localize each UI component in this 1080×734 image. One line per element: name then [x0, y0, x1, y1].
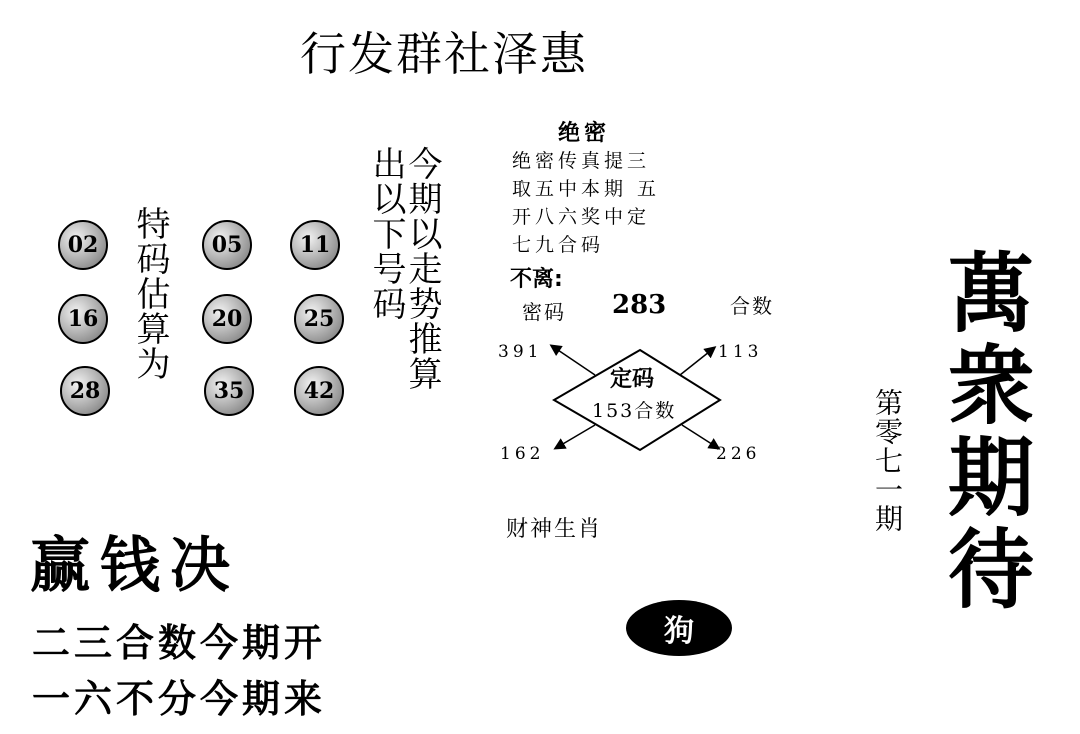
- special-number-grid: [58, 220, 358, 410]
- num-bottom-right: 226: [716, 444, 761, 464]
- num-top-right: 113: [718, 342, 763, 362]
- code-label: 密码: [522, 300, 566, 324]
- arrow-bottom-right: [682, 425, 718, 448]
- secret-heading: 绝密: [558, 121, 611, 146]
- number-ball: 28: [60, 366, 110, 416]
- number-ball: 35: [204, 366, 254, 416]
- number-ball: 20: [202, 294, 252, 344]
- issue-number: 第零七一期: [871, 388, 904, 533]
- sum-label: 合数: [730, 294, 774, 318]
- diamond-value: 153合数: [592, 400, 677, 422]
- arrow-bottom-left: [556, 425, 595, 448]
- number-ball: 11: [290, 220, 340, 270]
- arrow-top-left: [552, 346, 595, 375]
- wealth-zodiac-label: 财神生肖: [506, 517, 603, 542]
- trend-column-2: 出以下号码: [366, 146, 406, 321]
- num-bottom-left: 162: [500, 444, 545, 464]
- special-label: 特码估算为: [130, 206, 170, 381]
- number-ball: 05: [202, 220, 252, 270]
- zodiac-badge: 狗: [626, 600, 732, 656]
- secret-line: 开八六奖中定: [512, 206, 651, 228]
- trend-column-1: 今期以走势推算: [402, 146, 442, 391]
- number-ball: 16: [58, 294, 108, 344]
- number-ball: 02: [58, 220, 108, 270]
- code-value: 283: [612, 290, 667, 320]
- win-title: 赢钱决: [30, 531, 240, 601]
- banner-big-text: 萬衆期待: [933, 248, 1034, 616]
- page-title: 行发群社泽惠: [300, 27, 588, 81]
- num-top-left: 391: [498, 342, 543, 362]
- number-ball: 42: [294, 366, 344, 416]
- secret-line: 绝密传真提三: [512, 150, 651, 172]
- secret-line: 七九合码: [512, 234, 605, 256]
- arrow-top-right: [680, 348, 714, 375]
- diamond-label: 定码: [610, 367, 655, 392]
- verse-line: 二三合数今期开: [32, 620, 327, 665]
- buli-label: 不离:: [510, 267, 563, 292]
- verse-line: 一六不分今期来: [32, 676, 327, 721]
- number-ball: 25: [294, 294, 344, 344]
- secret-line: 取五中本期 五: [512, 178, 661, 200]
